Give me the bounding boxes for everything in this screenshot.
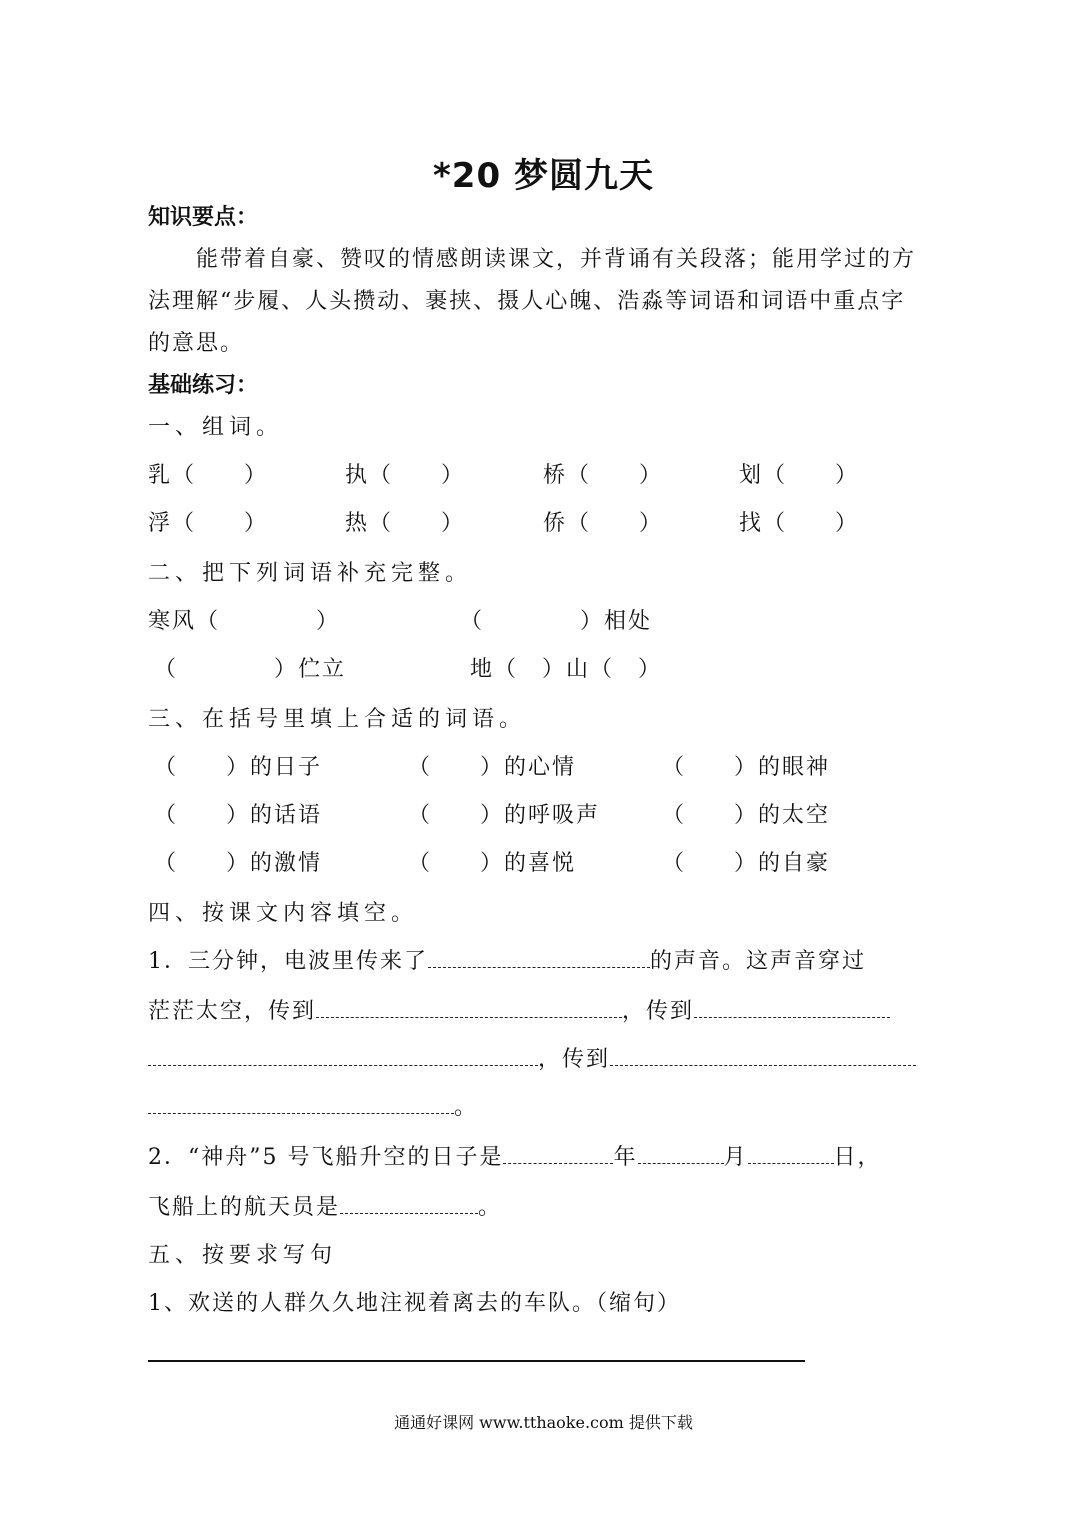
word-item: 热（ ） bbox=[345, 511, 466, 536]
q-text: 年 bbox=[613, 1145, 638, 1170]
q-text: 的声音。这声音穿过 bbox=[650, 949, 867, 974]
answer-blank[interactable] bbox=[748, 1143, 834, 1164]
phrase-item: 地（ ）山（ ） bbox=[470, 657, 663, 682]
q-text: ，传到 bbox=[538, 1047, 611, 1072]
fill-item: （ ）的激情 bbox=[154, 851, 323, 876]
section-4-title: 四、按课文内容填空。 bbox=[148, 901, 419, 926]
practice-heading: 基础练习： bbox=[148, 373, 259, 398]
section-3-title: 三、在括号里填上合适的词语。 bbox=[148, 707, 527, 732]
knowledge-line-2: 法理解“步履、人头攒动、裹挟、摄人心魄、浩淼等词语和词语中重点字 bbox=[148, 289, 906, 314]
answer-blank[interactable] bbox=[148, 1093, 454, 1114]
q-text: 。 bbox=[454, 1095, 479, 1120]
phrase-item: 寒风（ ） bbox=[148, 609, 341, 634]
word-item: 找（ ） bbox=[739, 511, 860, 536]
fill-item: （ ）的眼神 bbox=[662, 755, 831, 780]
answer-blank[interactable] bbox=[148, 1045, 538, 1066]
fill-item: （ ）的太空 bbox=[662, 803, 831, 828]
q-text: 1．三分钟，电波里传来了 bbox=[148, 949, 428, 974]
q-text: 2．“神舟”5 号飞船升空的日子是 bbox=[148, 1145, 504, 1170]
word-item: 桥（ ） bbox=[543, 463, 664, 488]
question-4-1-line-1 bbox=[148, 944, 866, 975]
word-item: 乳（ ） bbox=[148, 463, 269, 488]
answer-blank[interactable] bbox=[503, 1143, 613, 1164]
answer-blank[interactable] bbox=[428, 947, 650, 968]
fill-item: （ ）的呼吸声 bbox=[408, 803, 601, 828]
answer-blank[interactable] bbox=[694, 997, 890, 1018]
knowledge-heading: 知识要点： bbox=[148, 205, 259, 230]
answer-blank[interactable] bbox=[340, 1193, 478, 1214]
answer-line[interactable] bbox=[148, 1360, 805, 1362]
section-2-title: 二、把下列词语补充完整。 bbox=[148, 561, 473, 586]
footer-text: 通通好课网 www.tthaoke.com 提供下载 bbox=[394, 1413, 693, 1432]
fill-item: （ ）的日子 bbox=[154, 755, 323, 780]
page-title: *20 梦圆九天 bbox=[433, 156, 654, 196]
answer-blank[interactable] bbox=[316, 997, 622, 1018]
q-text: 。 bbox=[478, 1195, 503, 1220]
q-text: 飞船上的航天员是 bbox=[148, 1195, 341, 1220]
fill-item: （ ）的话语 bbox=[154, 803, 323, 828]
question-4-1-line-2 bbox=[148, 994, 890, 1025]
q-text: 茫茫太空，传到 bbox=[148, 999, 317, 1024]
q-text: 日， bbox=[833, 1145, 882, 1170]
question-4-2-line-2 bbox=[148, 1190, 502, 1221]
answer-blank[interactable] bbox=[638, 1143, 724, 1164]
phrase-item: （ ）相处 bbox=[460, 609, 653, 634]
fill-item: （ ）的自豪 bbox=[662, 851, 831, 876]
phrase-item: （ ）伫立 bbox=[154, 657, 347, 682]
question-4-1-line-3 bbox=[148, 1042, 916, 1073]
knowledge-line-1: 能带着自豪、赞叹的情感朗读课文，并背诵有关段落；能用学过的方 bbox=[196, 247, 917, 272]
q-text: ，传到 bbox=[622, 999, 695, 1024]
section-5-title: 五、按要求写句 bbox=[148, 1243, 338, 1268]
knowledge-line-3: 的意思。 bbox=[148, 331, 245, 356]
section-1-title: 一、组词。 bbox=[148, 415, 284, 440]
word-item: 划（ ） bbox=[739, 463, 860, 488]
fill-item: （ ）的喜悦 bbox=[408, 851, 577, 876]
question-4-2-line-1 bbox=[148, 1140, 882, 1171]
word-item: 侨（ ） bbox=[543, 511, 664, 536]
answer-blank[interactable] bbox=[610, 1045, 916, 1066]
word-item: 执（ ） bbox=[345, 463, 466, 488]
q-text: 月 bbox=[723, 1145, 748, 1170]
fill-item: （ ）的心情 bbox=[408, 755, 577, 780]
question-4-1-line-4 bbox=[148, 1090, 478, 1121]
question-5-1: 1、欢送的人群久久地注视着离去的车队。（缩句） bbox=[148, 1291, 681, 1316]
word-item: 浮（ ） bbox=[148, 511, 269, 536]
